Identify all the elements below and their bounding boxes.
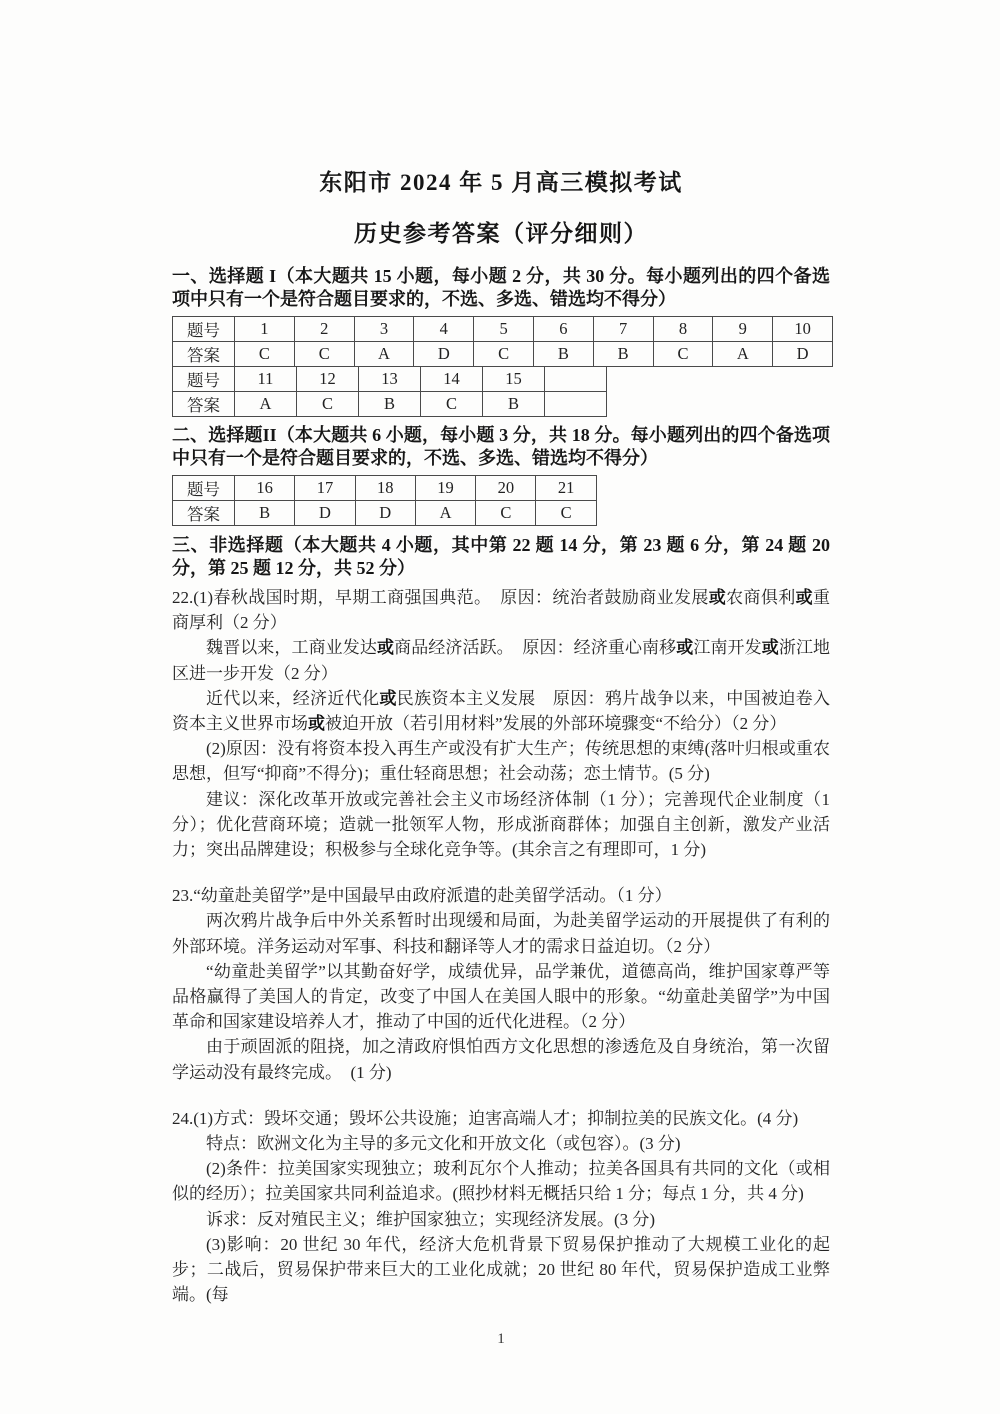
text-run: 重商厚利（2 分） xyxy=(172,588,831,633)
answer-cell: 16 xyxy=(235,476,295,501)
q23-intro xyxy=(172,883,830,908)
q23-background xyxy=(172,908,830,958)
answer-cell: 19 xyxy=(415,476,475,501)
bold-run: 或 xyxy=(761,638,779,658)
text-run: (3)影响：20 世纪 30 年代，经济大危机背景下贸易保护推动了大规模工业化的起步；二战后，贸易保护带来巨大的工业化成就；20 世纪 80 年代，贸易保护造成工业弊端。(每 xyxy=(172,1234,830,1305)
table-row xyxy=(173,392,607,417)
answer-cell: 8 xyxy=(653,317,713,342)
answer-cell: 11 xyxy=(235,367,297,392)
q22-part1-weijin xyxy=(172,635,830,685)
answer-cell: B xyxy=(533,342,593,367)
answer-cell: B xyxy=(483,392,545,417)
answer-body xyxy=(172,585,830,1307)
table-row xyxy=(173,476,597,501)
bold-run: 或 xyxy=(676,638,694,658)
answer-cell: 1 xyxy=(235,317,295,342)
answer-cell: 18 xyxy=(355,476,415,501)
q22-part2-suggestion xyxy=(172,787,830,863)
q24-part2-demands xyxy=(172,1207,830,1232)
answer-cell: D xyxy=(295,501,355,526)
q23-limitation xyxy=(172,1034,830,1084)
answer-table-q16-21 xyxy=(172,475,597,526)
row-label-cell: 答案 xyxy=(173,501,235,526)
text-run: “幼童赴美留学”以其勤奋好学，成绩优异，品学兼优，道德高尚，维护国家尊严等品格赢得了美国人的肯定，改变了中国人在美国人眼中的形象。“幼童赴美留学”为中国革命和国家建设培养人才，推动了中国的近代化进程。（2 分） xyxy=(172,961,830,1032)
text-run: 由于顽固派的阻挠，加之清政府惧怕西方文化思想的渗透危及自身统治，第一次留学运动没有最终完成。 (1 分) xyxy=(172,1037,830,1082)
answer-cell: A xyxy=(713,342,773,367)
answer-table-q11-15 xyxy=(172,366,607,417)
text-run: (2)条件：拉美国家实现独立；玻利瓦尔个人推动；拉美各国具有共同的文化（或相似的经历）；拉美国家共同利益追求。(照抄材料无概括只给 1 分；每点 1 分，共 4 分) xyxy=(172,1159,830,1204)
answer-cell: C xyxy=(421,392,483,417)
table-row xyxy=(173,367,607,392)
answer-cell: 21 xyxy=(536,476,596,501)
q24-part1-features xyxy=(172,1131,830,1156)
answer-cell: D xyxy=(414,342,474,367)
answer-cell: 15 xyxy=(483,367,545,392)
text-run: 魏晋以来，工商业发达 xyxy=(206,638,377,658)
answer-cell: C xyxy=(474,342,534,367)
row-label-cell: 题号 xyxy=(173,317,235,342)
answer-cell: B xyxy=(593,342,653,367)
table-row xyxy=(173,342,833,367)
answer-cell: 14 xyxy=(421,367,483,392)
text-run: 商品经济活跃。 原因：经济重心南移 xyxy=(394,638,677,658)
bold-run: 或 xyxy=(708,588,727,607)
answer-cell: A xyxy=(235,392,297,417)
row-label-cell: 题号 xyxy=(173,476,235,501)
answer-cell xyxy=(545,392,607,417)
answer-cell: 17 xyxy=(295,476,355,501)
text-run: 被迫开放（若引用材料”发展的外部环境骤变“不给分）（2 分） xyxy=(325,714,787,734)
text-run: 24.(1)方式：毁坏交通；毁坏公共设施；迫害高端人才；抑制拉美的民族文化。(4 分) xyxy=(172,1108,799,1128)
table-row xyxy=(173,317,833,342)
answer-cell: 13 xyxy=(359,367,421,392)
section-3-heading: 三、非选择题（本大题共 4 小题，其中第 22 题 14 分，第 23 题 6 分，第 24 题 20 分，第 25 题 12 分，共 52 分） xyxy=(172,535,830,578)
answer-cell: C xyxy=(294,342,354,367)
answer-cell: 2 xyxy=(294,317,354,342)
answer-cell: C xyxy=(297,392,359,417)
bold-run: 或 xyxy=(795,588,814,607)
text-run: 诉求：反对殖民主义；维护国家独立；实现经济发展。(3 分) xyxy=(206,1209,656,1229)
answer-cell: 6 xyxy=(533,317,593,342)
page-title: 东阳市 2024 年 5 月高三模拟考试 xyxy=(319,170,683,195)
bold-run: 或 xyxy=(379,688,397,708)
text-run: 23.“幼童赴美留学”是中国最早由政府派遣的赴美留学活动。（1 分） xyxy=(172,886,672,906)
row-label-cell: 答案 xyxy=(173,342,235,367)
answer-cell: C xyxy=(653,342,713,367)
answer-cell: 10 xyxy=(773,317,833,342)
section-2-heading: 二、选择题II（本大题共 6 小题，每小题 3 分，共 18 分。每小题列出的四个备选项中只有一个是符合题目要求的，不选、多选、错选均不得分） xyxy=(172,425,830,468)
text-run: (2)原因：没有将资本投入再生产或没有扩大生产；传统思想的束缚(落叶归根或重农思想，但写“抑商”不得分)；重仕轻商思想；社会动荡；恋土情节。(5 分) xyxy=(172,739,830,784)
answer-cell: B xyxy=(235,501,295,526)
answer-cell: 9 xyxy=(713,317,773,342)
answer-cell: 4 xyxy=(414,317,474,342)
text-run: 近代以来，经济近代化 xyxy=(206,688,380,708)
answer-cell: B xyxy=(359,392,421,417)
page-subtitle: 历史参考答案（评分细则） xyxy=(354,221,648,246)
text-run: 江南开发 xyxy=(693,638,762,658)
answer-cell: A xyxy=(415,501,475,526)
q22-part2-reason xyxy=(172,736,830,786)
answer-cell: 3 xyxy=(354,317,414,342)
bold-run: 或 xyxy=(376,638,395,658)
answer-cell: D xyxy=(773,342,833,367)
answer-table-q1-10 xyxy=(172,316,833,367)
row-label-cell: 题号 xyxy=(173,367,235,392)
text-run: 特点：欧洲文化为主导的多元文化和开放文化（或包容）。(3 分) xyxy=(206,1134,681,1154)
answer-cell: D xyxy=(355,501,415,526)
answer-cell: C xyxy=(536,501,596,526)
text-run: 建议：深化改革开放或完善社会主义市场经济体制（1 分）；完善现代企业制度（1 分）；优化营商环境；造就一批领军人物，形成浙商群体；加强自主创新，激发产业活力；突出品牌建设；积极参与全球化竞争等。(其余言之有理即可，1 分) xyxy=(172,789,830,860)
q22-part1-spring-autumn xyxy=(172,585,830,635)
q24-part2-conditions xyxy=(172,1156,830,1206)
bold-run: 或 xyxy=(308,714,325,734)
answer-cell xyxy=(545,367,607,392)
q23-significance xyxy=(172,959,830,1035)
q22-part1-modern xyxy=(172,686,830,736)
text-run: 浙江地区进一步开发（2 分） xyxy=(172,638,831,683)
answer-cell: 5 xyxy=(474,317,534,342)
answer-cell: C xyxy=(235,342,295,367)
answer-cell: C xyxy=(476,501,536,526)
row-label-cell: 答案 xyxy=(173,392,235,417)
text-run: 22.(1)春秋战国时期，早期工商强国典范。 原因：统治者鼓励商业发展 xyxy=(172,588,709,607)
answer-cell: 12 xyxy=(297,367,359,392)
answer-cell: 7 xyxy=(593,317,653,342)
page-number: 1 xyxy=(497,1331,505,1348)
answer-cell: A xyxy=(354,342,414,367)
answer-cell: 20 xyxy=(476,476,536,501)
text-run: 农商俱利 xyxy=(726,588,796,607)
q24-part1-methods xyxy=(172,1106,830,1131)
text-run: 两次鸦片战争后中外关系暂时出现缓和局面，为赴美留学运动的开展提供了有利的外部环境。洋务运动对军事、科技和翻译等人才的需求日益迫切。（2 分） xyxy=(172,911,830,956)
section-1-heading: 一、选择题 I（本大题共 15 小题，每小题 2 分，共 30 分。每小题列出的四个备选项中只有一个是符合题目要求的，不选、多选、错选均不得分） xyxy=(172,266,830,309)
table-row xyxy=(173,501,597,526)
text-run: 民族资本主义发展 原因：鸦片战争以来，中国被迫卷入资本主义世界市场 xyxy=(172,688,831,734)
q24-part3-impact xyxy=(172,1232,830,1308)
